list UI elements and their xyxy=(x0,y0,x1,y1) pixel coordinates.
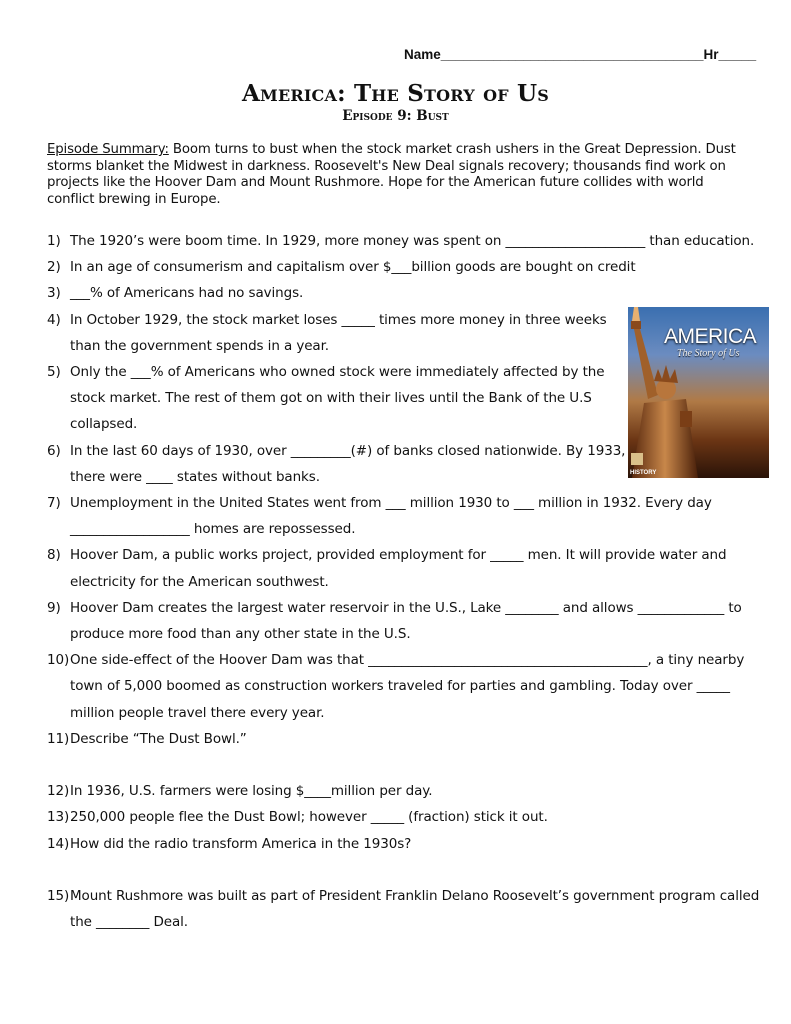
question-number: 10) xyxy=(47,652,70,669)
question-15 xyxy=(47,883,767,935)
question-number: 5) xyxy=(47,364,61,381)
question-2 xyxy=(47,254,767,280)
question-text: Hoover Dam creates the largest water reservoir in the U.S., Lake ________ and allows _____________ to produce more food than any other state in the U.S. xyxy=(70,599,742,643)
answer-space xyxy=(47,752,767,778)
question-number: 6) xyxy=(47,442,61,459)
crown xyxy=(654,365,678,383)
question-number: 11) xyxy=(47,730,70,747)
question-number: 8) xyxy=(47,547,61,564)
episode-summary xyxy=(47,142,747,209)
question-number: 12) xyxy=(47,783,70,800)
question-number: 1) xyxy=(47,233,61,249)
question-14 xyxy=(47,831,767,857)
question-number: 9) xyxy=(47,599,61,616)
question-number: 15) xyxy=(47,888,70,905)
question-text: In the last 60 days of 1930, over _________(#) of banks closed nationwide. By 1933, there were ____ states without banks. xyxy=(70,442,626,485)
answer-space xyxy=(47,857,767,883)
question-text: Only the ___% of Americans who owned stock were immediately affected by the stock market. The rest of them got on with their lives until the Bank of the U.S collapsed. xyxy=(70,364,605,433)
torch xyxy=(631,321,641,329)
history-logo-icon xyxy=(631,453,643,465)
question-text: One side-effect of the Hoover Dam was that __________________________________________, a tiny nearby town of 5,000 boomed as construction workers traveled for parties and gambling. Today over _____ million people travel there every year. xyxy=(70,652,745,721)
question-text: 250,000 people flee the Dust Bowl; however _____ (fraction) stick it out. xyxy=(70,809,548,826)
question-number: 7) xyxy=(47,495,61,512)
question-9 xyxy=(47,595,767,647)
statue-robe xyxy=(632,399,698,478)
question-text: The 1920’s were boom time. In 1929, more money was spent on _____________________ than education. xyxy=(70,233,755,249)
summary-label: Episode Summary: xyxy=(47,142,169,157)
question-text: Hoover Dam, a public works project, provided employment for _____ men. It will provide water and electricity for the American southwest. xyxy=(70,547,727,590)
question-text: Describe “The Dust Bowl.” xyxy=(70,730,247,747)
question-number: 13) xyxy=(47,809,70,826)
question-number: 4) xyxy=(47,311,61,328)
history-channel-brand: HISTORY xyxy=(630,470,657,476)
america-story-of-us-poster-image xyxy=(628,307,769,478)
raised-arm xyxy=(634,329,658,399)
worksheet-title: America: The Story of Us xyxy=(241,80,550,107)
question-1 xyxy=(47,228,767,254)
poster-title: AMERICA xyxy=(664,325,757,348)
tablet xyxy=(680,411,692,427)
name-hour-line: Name___________________________________Hr_____ xyxy=(404,47,757,62)
question-8 xyxy=(47,542,767,594)
question-number: 3) xyxy=(47,285,61,302)
question-text: In 1936, U.S. farmers were losing $____million per day. xyxy=(70,783,433,800)
question-text: Unemployment in the United States went from ___ million 1930 to ___ million in 1932. Every day __________________ homes are repossessed. xyxy=(70,495,712,538)
question-12 xyxy=(47,778,767,804)
torch-flame xyxy=(632,307,640,321)
question-number: 2) xyxy=(47,259,61,276)
poster-subtitle: The Story of Us xyxy=(677,348,740,359)
question-number: 14) xyxy=(47,835,70,852)
question-10 xyxy=(47,647,767,726)
question-text: In October 1929, the stock market loses _____ times more money in three weeks than the government spends in a year. xyxy=(70,311,607,354)
question-3 xyxy=(47,280,767,306)
summary-text: Boom turns to bust when the stock market crash ushers in the Great Depression. Dust storms blanket the Midwest in darkness. Roosevelt's New Deal signals recovery; thousands find work on projects like the Hoover Dam and Mount Rushmore. Hope for the American future collides with world conflict brewing in Europe. xyxy=(47,142,736,208)
question-text: How did the radio transform America in the 1930s? xyxy=(70,835,412,852)
question-13 xyxy=(47,804,767,830)
question-7 xyxy=(47,490,767,542)
question-text: In an age of consumerism and capitalism over $___billion goods are bought on credit xyxy=(70,259,636,276)
question-11 xyxy=(47,726,767,752)
question-text: Mount Rushmore was built as part of President Franklin Delano Roosevelt’s government program called the ________ Deal. xyxy=(70,888,760,931)
question-text: ___% of Americans had no savings. xyxy=(70,285,304,302)
episode-subtitle: Episode 9: Bust xyxy=(342,108,449,124)
